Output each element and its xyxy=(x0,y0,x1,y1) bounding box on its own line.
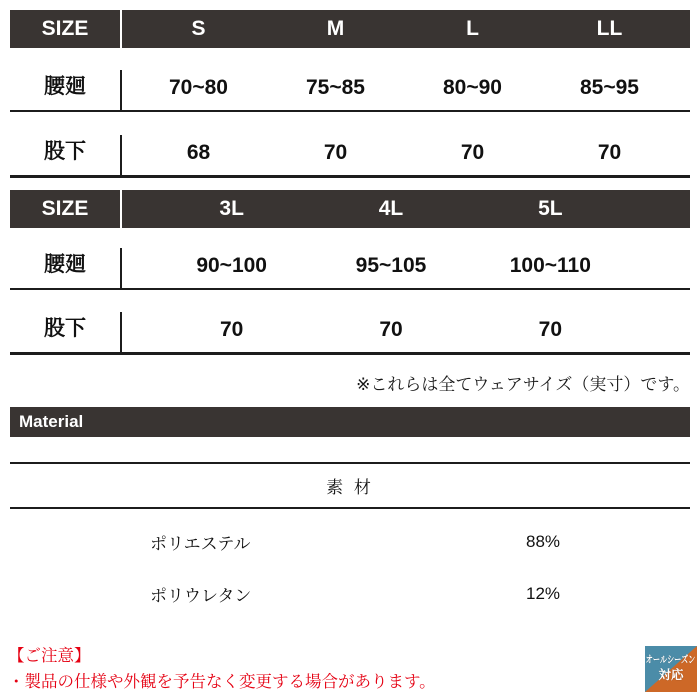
size-table-3l-5l xyxy=(10,190,690,355)
size-header-label: SIZE xyxy=(10,10,122,48)
waist-value-m: 75~85 xyxy=(306,76,365,99)
waist-value-5l: 100~110 xyxy=(509,254,591,277)
inseam-value-s: 68 xyxy=(186,141,211,164)
inseam-value-m: 70 xyxy=(323,141,348,164)
inseam-value-5l: 70 xyxy=(538,318,562,341)
caution-line: ・製品の仕様や外観を予告なく変更する場合があります。 xyxy=(8,673,436,692)
material-name-polyester: ポリエステル xyxy=(150,534,251,554)
size-table-1-columns xyxy=(122,10,690,48)
row-label-inseam-2: 股下 xyxy=(10,312,122,352)
column-header-l: L xyxy=(466,17,479,40)
size-table-1-header-row xyxy=(10,10,690,48)
caution-title: 【ご注意】 xyxy=(8,647,91,665)
material-section-bar: Material xyxy=(10,407,690,437)
waist-value-ll: 85~95 xyxy=(580,76,639,99)
inseam-value-3l: 70 xyxy=(219,318,244,341)
all-season-badge xyxy=(645,646,697,692)
material-percent-polyurethane: 12% xyxy=(525,584,561,603)
table-row-waist-2 xyxy=(10,228,690,288)
caution-note xyxy=(8,643,436,696)
inseam-value-ll: 70 xyxy=(597,141,622,164)
column-header-4l: 4L xyxy=(378,197,404,220)
row-label-waist-2: 腰廻 xyxy=(10,248,122,288)
size-table-2-columns xyxy=(122,190,690,228)
column-header-5l: 5L xyxy=(538,197,563,220)
column-header-3l: 3L xyxy=(219,197,244,220)
size-table-2-body xyxy=(10,228,690,355)
waist-value-s: 70~80 xyxy=(169,76,228,99)
inseam-value-4l: 70 xyxy=(379,318,403,341)
size-table-s-ll xyxy=(10,10,690,178)
table-row-waist xyxy=(10,48,690,110)
column-header-s: S xyxy=(191,17,206,40)
all-season-badge-line1: オールシーズン xyxy=(646,655,696,667)
size-table-1-body xyxy=(10,48,690,178)
column-header-ll: LL xyxy=(596,17,623,40)
material-table-header: 素 材 xyxy=(10,464,690,509)
waist-value-l: 80~90 xyxy=(443,76,502,99)
all-season-badge-line2: 対応 xyxy=(658,667,684,682)
row-label-inseam: 股下 xyxy=(10,135,122,175)
material-percent-polyester: 88% xyxy=(525,532,561,551)
waist-value-4l: 95~105 xyxy=(355,254,427,277)
size-header-label-2: SIZE xyxy=(10,190,122,228)
table-row-inseam-2 xyxy=(10,288,690,352)
material-name-polyurethane: ポリウレタン xyxy=(150,586,252,606)
material-row-polyurethane xyxy=(10,569,690,619)
waist-value-3l: 90~100 xyxy=(196,254,267,277)
row-label-waist: 腰廻 xyxy=(10,70,122,110)
material-table xyxy=(10,462,690,619)
size-table-2-header-row xyxy=(10,190,690,228)
column-header-m: M xyxy=(326,17,345,40)
material-row-polyester xyxy=(10,517,690,567)
table-row-inseam xyxy=(10,110,690,175)
wear-size-note: ※これらは全てウェアサイズ（実寸）です。 xyxy=(356,375,690,394)
inseam-value-l: 70 xyxy=(460,141,485,164)
